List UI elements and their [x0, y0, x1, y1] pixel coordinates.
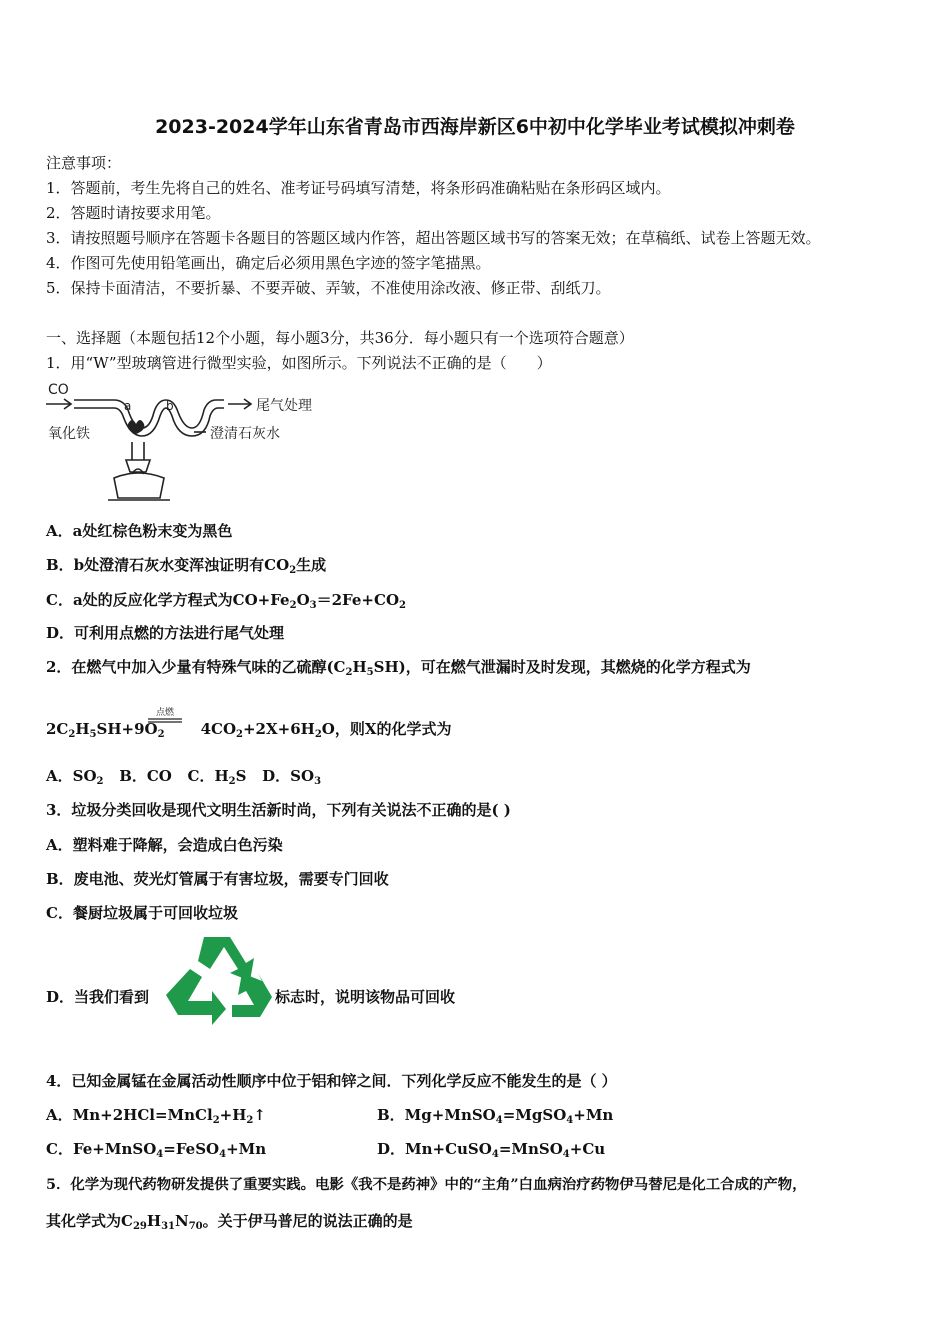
- q4-option-a: A．$Mn+2HCl=MnCl_2+H_2↑$: [46, 1106, 266, 1126]
- question-5-stem: 5．化学为现代药物研发提供了重要实践。电影《我不是药神》中的“主角”白血病治疗药物伊马替尼是化工合成的产物，: [46, 1176, 807, 1193]
- section-heading: 一、选择题（本题包括12个小题，每小题3分，共36分．每小题只有一个选项符合题意）: [46, 329, 634, 347]
- notice-item: 1．答题前，考生先将自己的姓名、准考证号码填写清楚，将条形码准确粘贴在条形码区域内。: [46, 179, 671, 197]
- question-3-stem: 3．垃圾分类回收是现代文明生活新时尚，下列有关说法不正确的是( ): [46, 801, 511, 819]
- q1-option-b: B．b处澄清石灰水变浑浊证明有$CO_2$生成: [46, 556, 327, 576]
- question-2-equation: $2C_2H_5SH+9O_2$ $4CO_2+2X+6H_2O$，则X的化学式为: [46, 720, 452, 740]
- notice-heading: 注意事项：: [46, 154, 122, 172]
- label-exhaust: 尾气处理: [256, 398, 312, 414]
- question-2-stem: 2．在燃气中加入少量有特殊气味的乙硫醇$(C_2H_5SH)$，可在燃气泄漏时及时发现，其燃烧的化学方程式为: [46, 658, 751, 678]
- notice-item: 4．作图可先使用铅笔画出，确定后必须用黑色字迹的签字笔描黑。: [46, 254, 491, 272]
- q1-option-d: D．可利用点燃的方法进行尾气处理: [46, 624, 285, 642]
- q3-option-b: B．废电池、荧光灯管属于有害垃圾，需要专门回收: [46, 870, 389, 888]
- reaction-condition-arrow: [148, 706, 182, 728]
- q2-options: A．$SO_2$ B．CO C．$H_2S$ D．$SO_3$: [46, 767, 322, 787]
- q3-option-a: A．塑料难于降解，会造成白色污染: [46, 836, 283, 854]
- question-4-stem: 4．已知金属锰在金属活动性顺序中位于铝和锌之间．下列化学反应不能发生的是（ ）: [46, 1072, 617, 1090]
- label-co: CO: [48, 382, 69, 398]
- label-iron-oxide: 氧化铁: [48, 426, 90, 442]
- q4-option-d: D．Mn+CuSO$_4$=MnSO$_4$+Cu: [377, 1140, 606, 1160]
- question-5-stem-line2: 其化学式为$C_{29}H_{31}N_{70}$。关于伊马普尼的说法正确的是: [46, 1212, 413, 1232]
- w-tube-apparatus-figure: [44, 380, 334, 506]
- label-a: a: [124, 399, 132, 413]
- condition-label: 点燃: [155, 708, 175, 718]
- q3-option-d-pre: D．当我们看到: [46, 988, 150, 1006]
- notice-item: 3．请按照题号顺序在答题卡各题目的答题区域内作答，超出答题区域书写的答案无效；在草稿纸、试卷上答题无效。: [46, 229, 821, 247]
- label-b: b: [166, 399, 174, 413]
- q3-option-c: C．餐厨垃圾属于可回收垃圾: [46, 904, 238, 922]
- q3-option-d-post: 标志时，说明该物品可回收: [275, 988, 456, 1006]
- label-limewater: 澄清石灰水: [210, 426, 280, 442]
- notice-item: 2．答题时请按要求用笔。: [46, 204, 221, 222]
- q4-option-b: B．Mg+MnSO$_4$=MgSO$_4$+Mn: [377, 1106, 614, 1126]
- q4-option-c: C．Fe+MnSO$_4$=FeSO$_4$+Mn: [46, 1140, 267, 1160]
- notice-item: 5．保持卡面清洁，不要折暴、不要弄破、弄皱，不准使用涂改液、修正带、刮纸刀。: [46, 279, 611, 297]
- q1-option-a: A．a处红棕色粉末变为黑色: [46, 522, 233, 540]
- question-1-stem: 1．用“W”型玻璃管进行微型实验，如图所示。下列说法不正确的是（ ）: [46, 354, 552, 372]
- recycle-symbol-icon: [160, 933, 276, 1031]
- page-title: 2023-2024学年山东省青岛市西海岸新区6中初中化学毕业考试模拟冲刺卷: [155, 116, 795, 138]
- q1-option-c: C．a处的反应化学方程式为$CO+Fe_2O_3=2Fe+CO_2$: [46, 591, 406, 611]
